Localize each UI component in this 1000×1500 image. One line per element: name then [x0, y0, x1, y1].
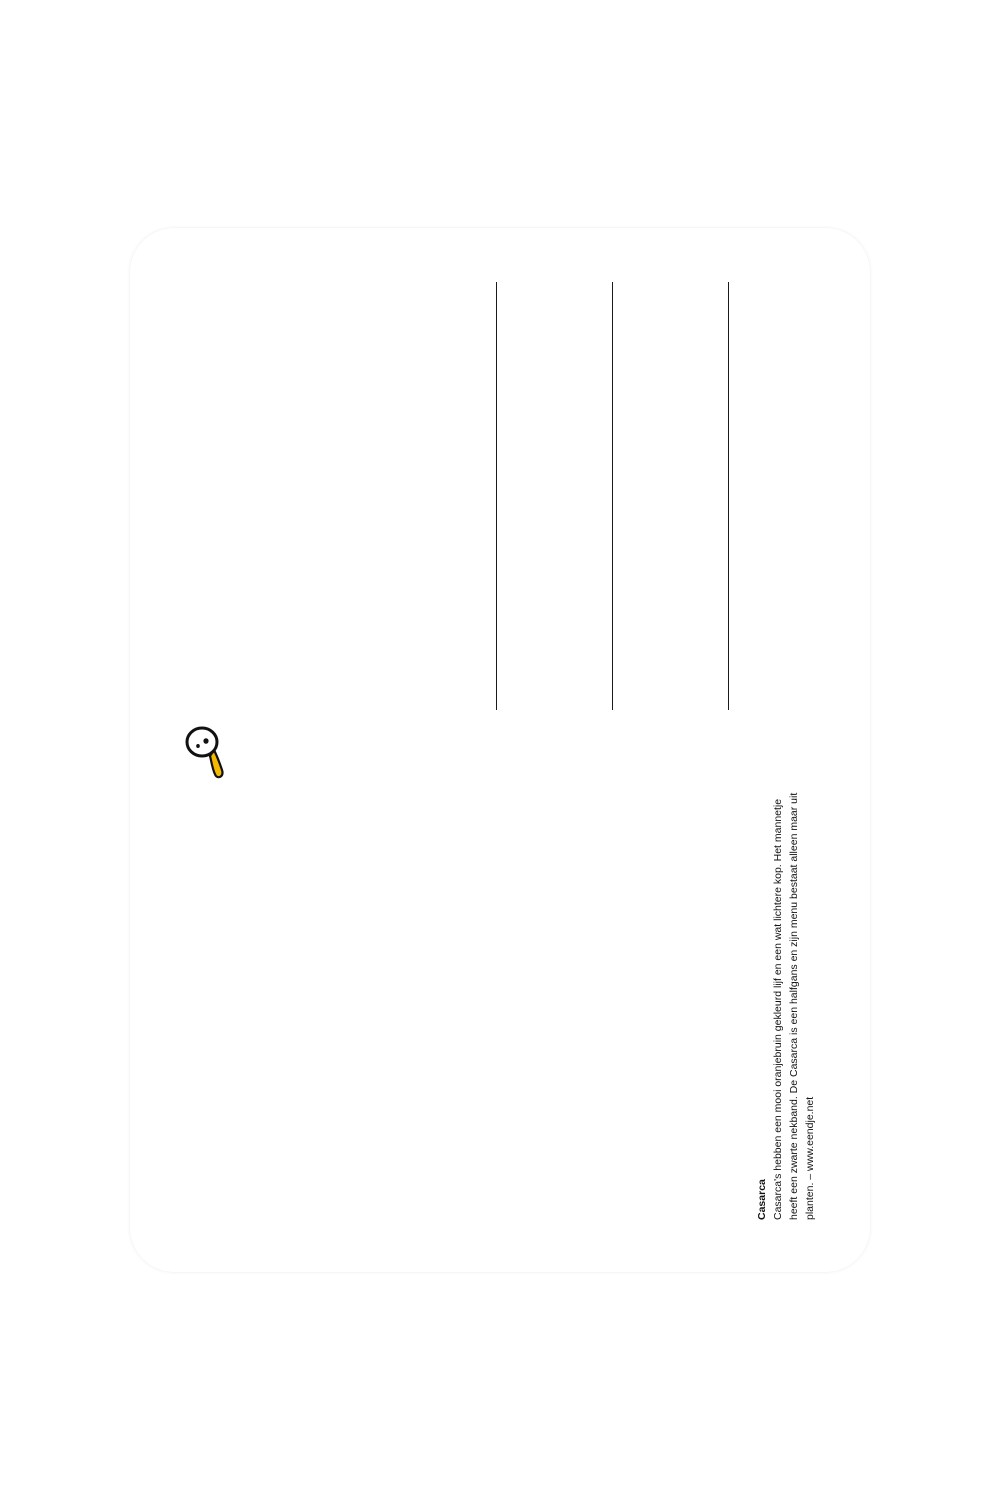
address-line — [496, 282, 497, 710]
caption-title: Casarca — [756, 1179, 768, 1220]
duck-head-icon — [184, 724, 228, 780]
address-line — [612, 282, 613, 710]
caption — [754, 780, 820, 1220]
caption-body: Casarca's hebben een mooi oranjebruin gekleurd lijf en een wat lichtere kop. Het mannetje heeft een zwarte nekband. De Casarca is een halfgans en zijn menu bestaat alleen maar uit planten. – www.eendje.net — [772, 792, 816, 1220]
postcard — [130, 228, 870, 1272]
address-line — [728, 282, 729, 710]
